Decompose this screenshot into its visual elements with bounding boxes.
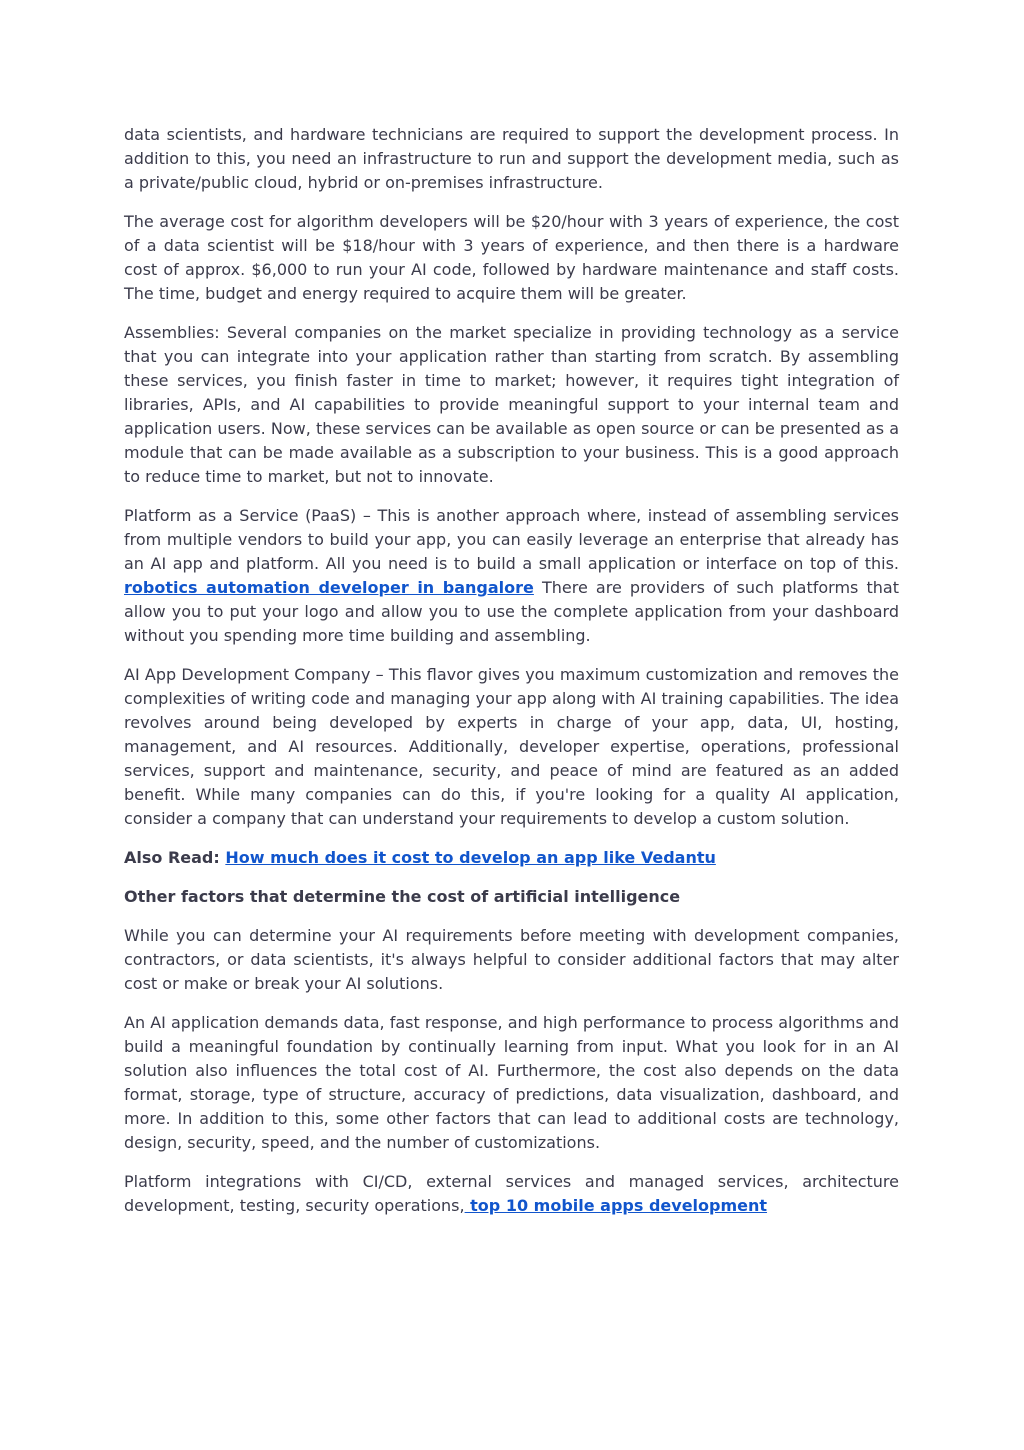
paragraph-ai-app-development-company: AI App Development Company – This flavor gives you maximum customization and removes the complexities of writing code and managing your app along with AI training capabilities. The idea revolves around being developed by experts in charge of your app, data, UI, hosting, management, and AI resources. Additionally, developer expertise, operations, professional services, support and maintenance, security, and peace of mind are featured as an added benefit. While many companies can do this, if you're looking for a quality AI application, consider a company that can understand your requirements to develop a custom solution.: [124, 665, 899, 828]
paragraph-average-cost: The average cost for algorithm developers will be $20/hour with 3 years of experience, the cost of a data scientist will be $18/hour with 3 years of experience, and then there is a hardware cost of approx. $6,000 to run your AI code, followed by hardware maintenance and staff costs. The time, budget and energy required to acquire them will be greater.: [124, 212, 899, 303]
section-heading: Other factors that determine the cost of artificial intelligence: [124, 887, 681, 906]
paas-text-after: There are providers of such platforms that allow you to put your logo and allow you to use the complete application from your dashboard without you spending more time building and assembling.: [124, 578, 899, 645]
paragraph-paas: [124, 504, 899, 648]
paas-text-before: Platform as a Service (PaaS) – This is another approach where, instead of assembling services from multiple vendors to build your app, you can easily leverage an enterprise that already has an AI app and platform. All you need is to build a small application or interface on top of this.: [124, 506, 899, 573]
paragraph-ai-application-demands: An AI application demands data, fast response, and high performance to process algorithms and build a meaningful foundation by continually learning from input. What you look for in an AI solution also influences the total cost of AI. Furthermore, the cost also depends on the data format, storage, type of structure, accuracy of predictions, data visualization, dashboard, and more. In addition to this, some other factors that can lead to additional costs are technology, design, security, speed, and the number of customizations.: [124, 1013, 899, 1152]
paragraph-development-infrastructure: data scientists, and hardware technicians are required to support the development process. In addition to this, you need an infrastructure to run and support the development media, such as a private/public cloud, hybrid or on-premises infrastructure.: [124, 125, 899, 192]
paragraph-ai-requirements: While you can determine your AI requirements before meeting with development companies, contractors, or data scientists, it's always helpful to consider additional factors that may alter cost or make or break your AI solutions.: [124, 926, 899, 993]
robotics-automation-link[interactable]: robotics automation developer in bangalore: [124, 578, 534, 597]
mobile-apps-development-link[interactable]: top 10 mobile apps development: [464, 1196, 768, 1215]
document-page: [124, 123, 899, 1218]
paragraph-platform-integrations: [124, 1170, 899, 1218]
paragraph-assemblies: Assemblies: Several companies on the market specialize in providing technology as a service that you can integrate into your application rather than starting from scratch. By assembling these services, you finish faster in time to market; however, it requires tight integration of libraries, APIs, and AI capabilities to provide meaningful support to your internal team and application users. Now, these services can be available as open source or can be presented as a module that can be made available as a subscription to your business. This is a good approach to reduce time to market, but not to innovate.: [124, 323, 899, 486]
also-read: [124, 846, 899, 870]
vedantu-cost-link[interactable]: How much does it cost to develop an app like Vedantu: [225, 848, 716, 867]
integrations-text-before: Platform integrations with CI/CD, external services and managed services, architecture development, testing, security operations,: [124, 1172, 899, 1215]
also-read-label: Also Read:: [124, 848, 226, 867]
